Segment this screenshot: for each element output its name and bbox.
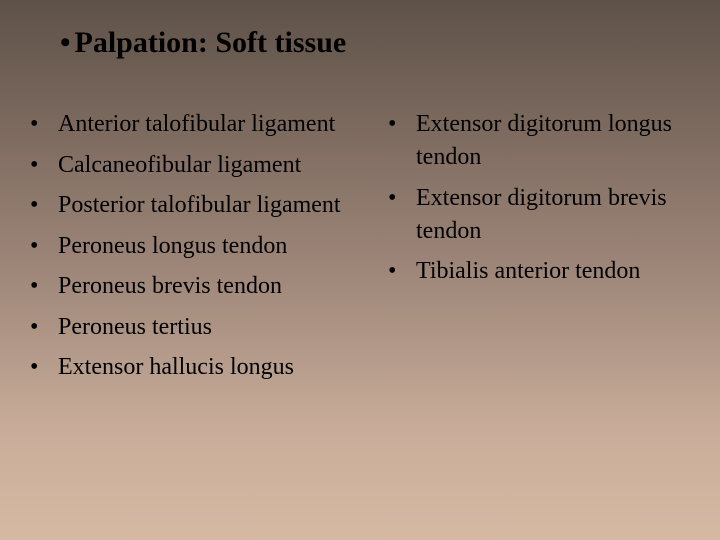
- bullet: •: [30, 111, 39, 137]
- title-bullet: •: [60, 26, 71, 59]
- left-bullet-list: [30, 108, 360, 392]
- list-item: [30, 311, 360, 344]
- list-item-text: Peroneus longus tendon: [58, 232, 288, 259]
- bullet: •: [30, 151, 39, 178]
- bullet: •: [388, 111, 397, 137]
- list-item: [30, 149, 360, 182]
- list-item: [30, 351, 360, 384]
- list-item: [30, 108, 360, 141]
- list-item-text: Extensor digitorum longus tendon: [416, 111, 672, 170]
- bullet: •: [30, 354, 39, 380]
- list-item: [30, 230, 360, 263]
- list-item-text: Calcaneofibular ligament: [58, 151, 302, 178]
- list-item-text: Peroneus brevis tendon: [58, 273, 282, 299]
- bullet: •: [30, 273, 39, 299]
- list-item-text: Tibialis anterior tendon: [416, 258, 641, 284]
- list-item: [388, 182, 688, 248]
- list-item: [388, 255, 688, 288]
- list-item-text: Anterior talofibular ligament: [58, 111, 336, 137]
- bullet: •: [30, 192, 39, 218]
- list-item-text: Posterior talofibular ligament: [58, 192, 341, 218]
- list-item: [30, 270, 360, 303]
- list-item-text: Peroneus tertius: [58, 313, 212, 340]
- bullet: •: [30, 313, 39, 340]
- bullet: •: [30, 232, 39, 259]
- bullet: •: [388, 184, 397, 211]
- right-bullet-list: [388, 108, 688, 296]
- list-item: [388, 108, 688, 174]
- list-item-text: Extensor digitorum brevis tendon: [416, 184, 667, 244]
- list-item-text: Extensor hallucis longus: [58, 354, 294, 380]
- title-text: Palpation: Soft tissue: [74, 26, 347, 59]
- bullet: •: [388, 258, 397, 284]
- slide-title: [60, 26, 346, 60]
- list-item: [30, 189, 360, 222]
